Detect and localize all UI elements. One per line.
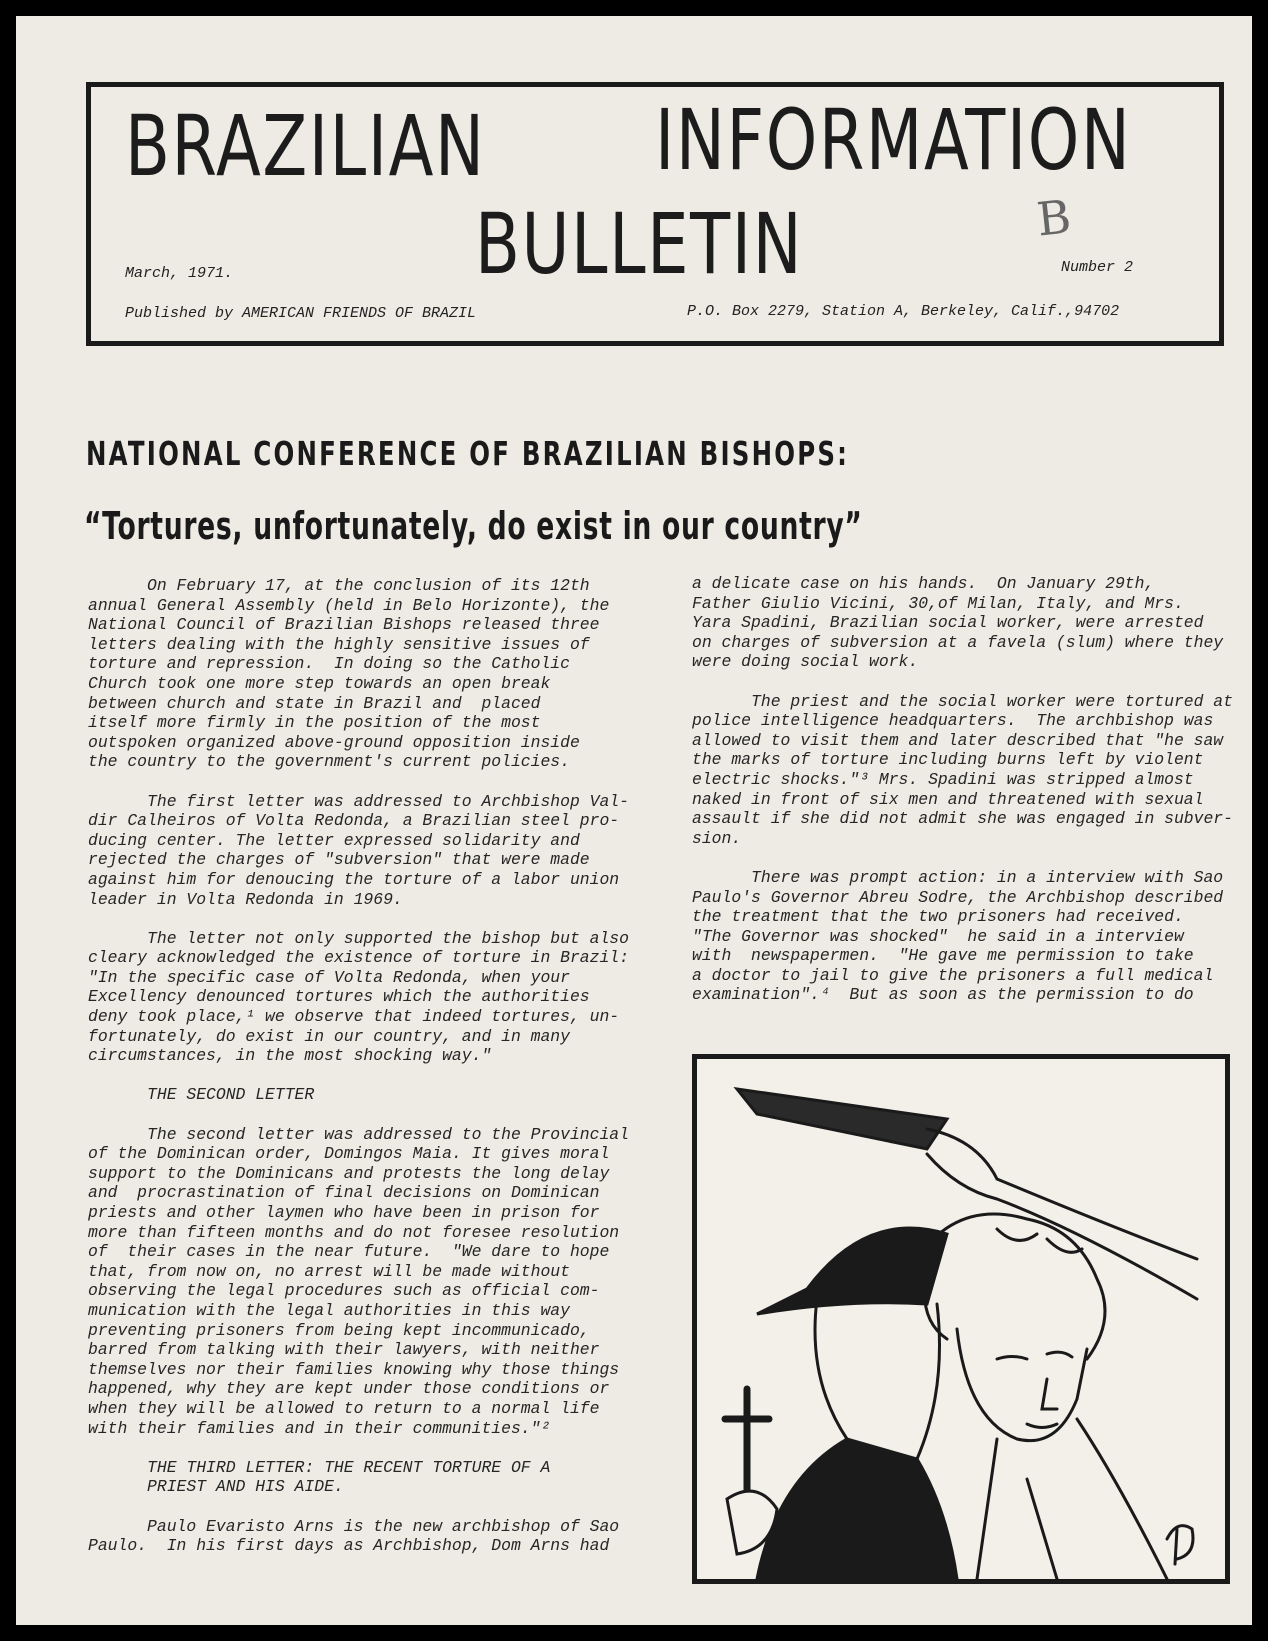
text-line <box>88 909 629 929</box>
text-line: ducing center. The letter expressed solidarity and <box>88 830 580 850</box>
text-line: barred from talking with their lawyers, with neither <box>88 1340 600 1360</box>
text-line: when they will be allowed to return to a normal life <box>88 1398 600 1418</box>
text-line: the marks of torture including burns left by violent <box>692 750 1204 770</box>
text-line: were doing social work. <box>692 652 919 672</box>
text-line: Paulo's Governor Abreu Sodre, the Archbishop described <box>692 887 1224 907</box>
text-line: itself more firmly in the position of the most <box>88 713 541 733</box>
text-line: and procrastination of final decisions on Dominican <box>88 1183 600 1203</box>
text-line: "The Governor was shocked" he said in a interview <box>692 926 1184 946</box>
text-line: electric shocks."³ Mrs. Spadini was stripped almost <box>692 769 1194 789</box>
text-line: a doctor to jail to give the prisoners a full medical <box>692 965 1214 985</box>
illustration-drawing <box>697 1059 1225 1579</box>
cap <box>757 1228 947 1314</box>
text-line: National Council of Brazilian Bishops released three <box>88 615 600 635</box>
left-column-text <box>88 576 629 1556</box>
text-line: The second letter was addressed to the Provincial <box>88 1124 629 1144</box>
text-line: allowed to visit them and later described that "he saw <box>692 730 1224 750</box>
text-line: The letter not only supported the bishop but also <box>88 928 629 948</box>
text-line: Church took one more step towards an open break <box>88 673 551 693</box>
text-line: munication with the legal authorities in this way <box>88 1300 570 1320</box>
article-subheadline: “Tortures, unfortunately, do exist in our country” <box>84 504 863 548</box>
text-line: leader in Volta Redonda in 1969. <box>88 889 403 909</box>
text-line: preventing prisoners from being kept incommunicado, <box>88 1320 590 1340</box>
text-line: happened, why they are kept under those conditions or <box>88 1379 610 1399</box>
text-line: fortunately, do exist in our country, and in many <box>88 1026 570 1046</box>
issue-number: Number 2 <box>1061 259 1134 276</box>
text-line: themselves nor their families knowing why those things <box>88 1359 620 1379</box>
text-line: circumstances, in the most shocking way." <box>88 1046 492 1066</box>
article-headline: NATIONAL CONFERENCE OF BRAZILIAN BISHOPS: <box>86 434 850 473</box>
text-line: Paulo Evaristo Arns is the new archbishop of Sao <box>88 1516 620 1536</box>
address: P.O. Box 2279, Station A, Berkeley, Calif.,94702 <box>687 303 1120 320</box>
text-line: with their families and in their communities."² <box>88 1418 551 1438</box>
text-line <box>88 772 629 792</box>
masthead <box>86 82 1224 346</box>
text-line: Yara Spadini, Brazilian social worker, were arrested <box>692 613 1204 633</box>
text-line: deny took place,¹ we observe that indeed tortures, un- <box>88 1007 620 1027</box>
young-man-face <box>957 1329 1087 1441</box>
machete-blade <box>737 1089 947 1149</box>
masthead-title-brazilian: BRAZILIAN <box>125 97 486 195</box>
text-line: letters dealing with the highly sensitive issues of <box>88 634 590 654</box>
text-line: between church and state in Brazil and placed <box>88 693 541 713</box>
text-line <box>88 1066 629 1086</box>
text-line <box>88 1105 629 1125</box>
text-line: naked in front of six men and threatened with sexual <box>692 789 1204 809</box>
text-line: of the Dominican order, Domingos Maia. It gives moral <box>88 1144 610 1164</box>
text-line: Paulo. In his first days as Archbishop, Dom Arns had <box>88 1536 610 1556</box>
text-line: Excellency denounced tortures which the authorities <box>88 987 590 1007</box>
text-line: rejected the charges of "subversion" that were made <box>88 850 590 870</box>
text-line: support to the Dominicans and protests the long delay <box>88 1163 610 1183</box>
text-line: observing the legal procedures such as official com- <box>88 1281 600 1301</box>
text-line: sion. <box>692 828 742 848</box>
text-line <box>692 672 1233 692</box>
text-line: "In the specific case of Volta Redonda, when your <box>88 967 570 987</box>
text-line: THE THIRD LETTER: THE RECENT TORTURE OF A <box>88 1457 551 1477</box>
dark-robe <box>757 1439 957 1579</box>
right-column-text <box>692 574 1233 1005</box>
text-line: The priest and the social worker were tortured at <box>692 691 1233 711</box>
text-line: police intelligence headquarters. The archbishop was <box>692 711 1214 731</box>
text-line: a delicate case on his hands. On January 29th, <box>692 574 1155 593</box>
text-line: more than fifteen months and do not foresee resolution <box>88 1222 620 1242</box>
text-line: Father Giulio Vicini, 30,of Milan, Italy, and Mrs. <box>692 593 1184 613</box>
text-line: outspoken organized above-ground opposition inside <box>88 732 580 752</box>
text-line: the treatment that the two prisoners had received. <box>692 907 1184 927</box>
text-line <box>88 1497 629 1517</box>
text-line: The first letter was addressed to Archbishop Val- <box>88 791 629 811</box>
raised-arm <box>927 1129 1197 1299</box>
text-line: priests and other laymen who have been in prison for <box>88 1203 600 1222</box>
illustration <box>692 1054 1230 1584</box>
shirt <box>977 1419 1167 1579</box>
text-line: examination".⁴ But as soon as the permission to do <box>692 985 1194 1005</box>
handwritten-mark: B <box>1034 189 1074 247</box>
text-line: THE SECOND LETTER <box>88 1085 315 1105</box>
masthead-title-information: INFORMATION <box>655 91 1132 189</box>
text-line: cleary acknowledged the existence of torture in Brazil: <box>88 948 629 968</box>
text-line: torture and repression. In doing so the Catholic <box>88 654 570 674</box>
newsletter-page <box>16 16 1252 1625</box>
publisher: Published by AMERICAN FRIENDS OF BRAZIL <box>125 305 477 322</box>
text-line: of their cases in the near future. "We dare to hope <box>88 1242 610 1262</box>
text-line: that, from now on, no arrest will be made without <box>88 1261 570 1281</box>
text-line: annual General Assembly (held in Belo Horizonte), the <box>88 595 610 615</box>
text-line: with newspapermen. "He gave me permission to take <box>692 946 1194 966</box>
text-line <box>88 1438 629 1458</box>
text-line: against him for denoucing the torture of a labor union <box>88 869 620 889</box>
text-line: On February 17, at the conclusion of its 12th <box>88 576 590 595</box>
text-line: dir Calheiros of Volta Redonda, a Brazilian steel pro- <box>88 811 620 831</box>
text-line <box>692 848 1233 868</box>
masthead-title-bulletin: BULLETIN <box>475 195 804 293</box>
text-line: assault if she did not admit she was engaged in subver- <box>692 809 1233 829</box>
signature <box>1167 1526 1193 1564</box>
text-line: PRIEST AND HIS AIDE. <box>88 1477 344 1497</box>
issue-date: March, 1971. <box>125 265 234 282</box>
text-line: There was prompt action: in a interview with Sao <box>692 867 1224 887</box>
text-line: on charges of subversion at a favela (slum) where they <box>692 632 1224 652</box>
text-line: the country to the government's current policies. <box>88 752 570 772</box>
